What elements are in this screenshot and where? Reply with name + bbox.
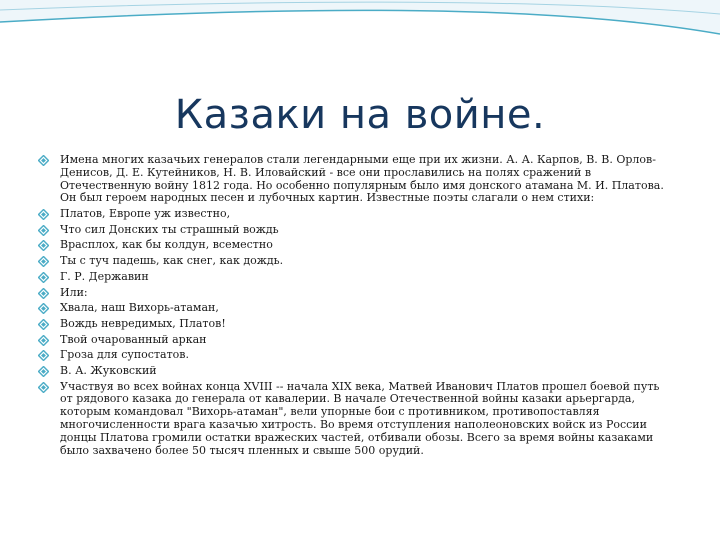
diamond-bullet-icon <box>38 225 49 236</box>
list-item <box>38 365 666 378</box>
list-item-text: Платов, Европе уж известно, <box>60 207 231 221</box>
diamond-bullet-icon <box>38 240 49 251</box>
diamond-bullet-icon <box>38 256 49 267</box>
list-item <box>38 381 666 458</box>
list-item <box>38 349 666 362</box>
list-item <box>38 208 666 221</box>
list-item-text: Твой очарованный аркан <box>60 332 207 346</box>
list-item-text: Имена многих казачьих генералов стали легендарными еще при их жизни. А. А. Карпов, В. В. Орлов-Денисов, Д. Е. Кутейников, Н. В. Иловайский - все они прославились на полях сражений в Отечественную войну 1812 года. Но особенно популярным было имя донского атамана М. И. Платова. Он был героем народных песен и лубочных картин. Известные поэты слагали о нем стихи: <box>60 153 664 205</box>
list-item <box>38 154 666 205</box>
slide-title: Казаки на войне. <box>174 92 546 138</box>
list-item-text: Хвала, наш Вихорь-атаман, <box>60 301 219 315</box>
diamond-bullet-icon <box>38 155 49 166</box>
diamond-bullet-icon <box>38 288 49 299</box>
list-item <box>38 271 666 284</box>
list-item-text: В. А. Жуковский <box>60 363 157 377</box>
bullet-list <box>38 154 666 460</box>
diamond-bullet-icon <box>38 209 49 220</box>
list-item-text: Ты с туч падешь, как снег, как дождь. <box>60 254 284 268</box>
list-item-text: Гроза для супостатов. <box>60 348 189 362</box>
list-item <box>38 334 666 347</box>
list-item-text: Врасплох, как бы колдун, всеместно <box>60 238 273 252</box>
list-item-text: Вождь невредимых, Платов! <box>60 316 226 330</box>
diamond-bullet-icon <box>38 382 49 393</box>
list-item-text: Или: <box>60 285 88 299</box>
list-item <box>38 255 666 268</box>
list-item-text: Г. Р. Державин <box>60 269 149 283</box>
header-wave-decoration <box>0 0 720 80</box>
list-item <box>38 224 666 237</box>
diamond-bullet-icon <box>38 319 49 330</box>
diamond-bullet-icon <box>38 303 49 314</box>
diamond-bullet-icon <box>38 272 49 283</box>
list-item <box>38 302 666 315</box>
list-item <box>38 287 666 300</box>
diamond-bullet-icon <box>38 335 49 346</box>
diamond-bullet-icon <box>38 366 49 377</box>
list-item-text: Что сил Донских ты страшный вождь <box>60 222 279 236</box>
list-item <box>38 318 666 331</box>
list-item-text: Участвуя во всех войнах конца XVIII -- начала XIX века, Матвей Иванович Платов прошел боевой путь от рядового казака до генерала от кавалерии. В начале Отечественной войны казаки арьергарда, которым командовал "Вихорь-атаман", вели упорные бои с противником, противопоставляя многочисленности врага казачью хитрость. Во время отступления наполеоновских войск из России донцы Платова громили остатки вражеских частей, отбивали обозы. Всего за время войны казаками было захвачено более 50 тысяч пленных и свыше 500 орудий. <box>60 379 660 457</box>
diamond-bullet-icon <box>38 350 49 361</box>
list-item <box>38 239 666 252</box>
